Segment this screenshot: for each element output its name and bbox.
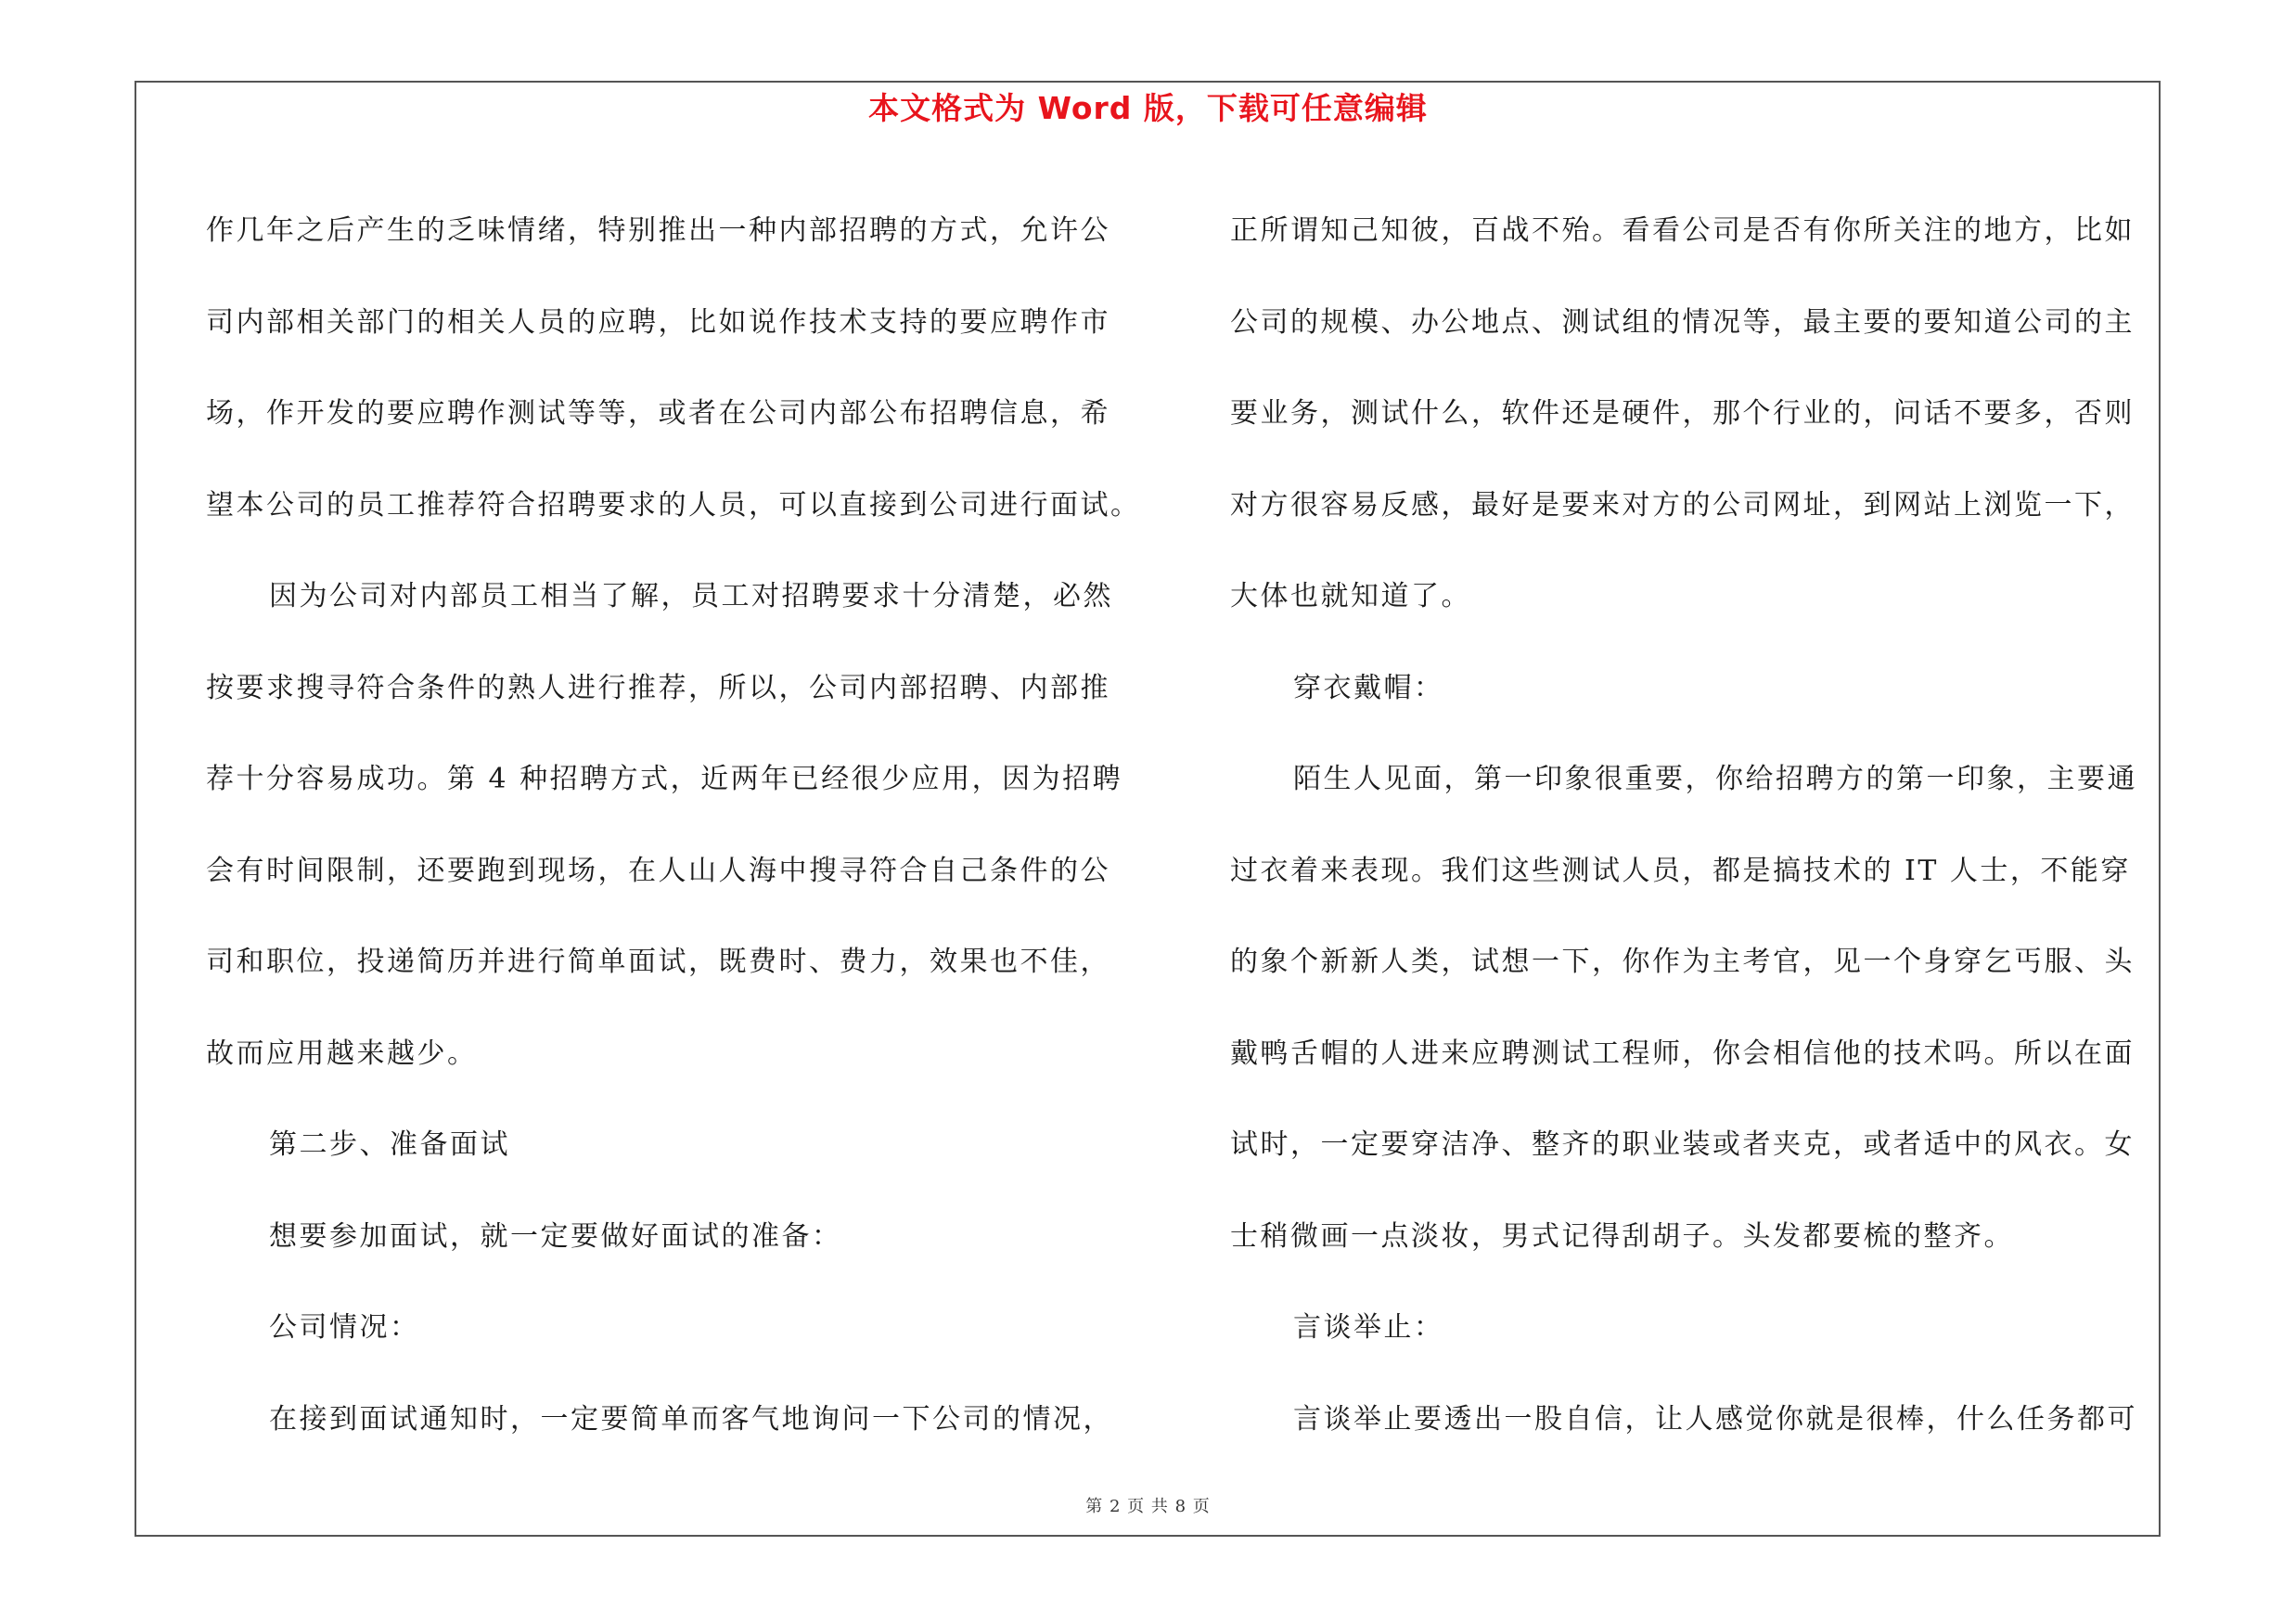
paragraph-line: 对方很容易反感，最好是要来对方的公司网址，到网站上浏览一下，: [1230, 488, 2135, 522]
paragraph-line: 会有时间限制，还要跑到现场，在人山人海中搜寻符合自己条件的公: [206, 854, 1110, 887]
paragraph-line: 戴鸭舌帽的人进来应聘测试工程师，你会相信他的技术吗。所以在面: [1230, 1037, 2135, 1070]
paragraph-line: 过衣着来表现。我们这些测试人员，都是搞技术的 IT 人士，不能穿: [1230, 854, 2131, 887]
paragraph-line: 司和职位，投递简历并进行简单面试，既费时、费力，效果也不佳，: [206, 946, 1110, 978]
right-column: [1230, 186, 2158, 1465]
paragraph-line: 作几年之后产生的乏味情绪，特别推出一种内部招聘的方式，允许公: [206, 214, 1110, 247]
paragraph-line: 望本公司的员工推荐符合招聘要求的人员，可以直接到公司进行面试。: [206, 488, 1141, 522]
paragraph-line: 试时，一定要穿洁净、整齐的职业装或者夹克，或者适中的风衣。女: [1230, 1128, 2135, 1161]
subsection-heading: 穿衣戴帽：: [1293, 671, 1444, 704]
page-number: 第 2 页 共 8 页: [1085, 1497, 1211, 1516]
paragraph-line: 在接到面试通知时，一定要简单而客气地询问一下公司的情况，: [269, 1402, 1113, 1436]
paragraph-line: 荐十分容易成功。第 4 种招聘方式，近两年已经很少应用，因为招聘: [206, 763, 1123, 795]
left-column: [206, 186, 1141, 1465]
paragraph-line: 司内部相关部门的相关人员的应聘，比如说作技术支持的要应聘作市: [206, 305, 1110, 339]
paragraph-line: 要业务，测试什么，软件还是硬件，那个行业的，问话不要多，否则: [1230, 397, 2135, 430]
paragraph-line: 陌生人见面，第一印象很重要，你给招聘方的第一印象，主要通: [1293, 763, 2137, 795]
paragraph-line: 正所谓知己知彼，百战不殆。看看公司是否有你所关注的地方，比如: [1230, 214, 2135, 247]
subsection-heading: 公司情况：: [269, 1311, 420, 1344]
word-format-banner: 本文格式为 Word 版，下载可任意编辑: [868, 90, 1428, 126]
section-heading: 第二步、准备面试: [269, 1128, 510, 1161]
subsection-heading: 言谈举止：: [1293, 1311, 1444, 1344]
paragraph-line: 故而应用越来越少。: [206, 1037, 478, 1070]
paragraph-line: 士稍微画一点淡妆，男式记得刮胡子。头发都要梳的整齐。: [1230, 1219, 2014, 1253]
paragraph-line: 想要参加面试，就一定要做好面试的准备：: [269, 1219, 842, 1253]
paragraph-line: 公司的规模、办公地点、测试组的情况等，最主要的要知道公司的主: [1230, 305, 2135, 339]
paragraph-line: 的象个新新人类，试想一下，你作为主考官，见一个身穿乞丐服、头: [1230, 946, 2135, 978]
paragraph-line: 场，作开发的要应聘作测试等等，或者在公司内部公布招聘信息，希: [206, 397, 1110, 430]
paragraph-line: 按要求搜寻符合条件的熟人进行推荐，所以，公司内部招聘、内部推: [206, 671, 1110, 704]
paragraph-line: 言谈举止要透出一股自信，让人感觉你就是很棒，什么任务都可: [1293, 1402, 2137, 1436]
paragraph-line: 大体也就知道了。: [1230, 580, 1471, 612]
paragraph-line: 因为公司对内部员工相当了解，员工对招聘要求十分清楚，必然: [269, 580, 1113, 612]
